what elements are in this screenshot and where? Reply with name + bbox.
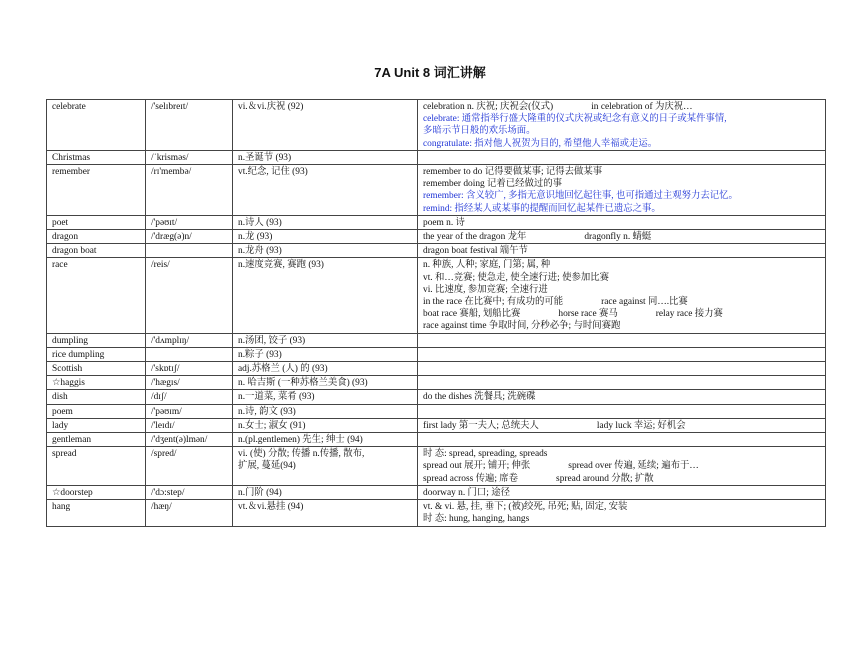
note-text: vt. & vi. 悬, 挂, 垂下; (被)绞死, 吊死; 贴, 固定, 安装 — [423, 502, 628, 513]
meaning-cell — [233, 347, 418, 361]
meaning-cell — [233, 500, 418, 526]
note-line — [423, 448, 820, 460]
notes-cell — [418, 165, 826, 216]
note-line — [423, 231, 820, 243]
phonetic-cell: /hæŋ/ — [146, 500, 233, 526]
phonetic-cell: /'skɒtɪʃ/ — [146, 362, 233, 376]
note-text: remember doing 记着已经做过的事 — [423, 179, 563, 190]
word-cell: dumpling — [47, 333, 146, 347]
meaning-text: n.(pl.gentlemen) 先生; 绅士 (94) — [238, 435, 363, 446]
meaning-text: n.诗人 (93) — [238, 217, 282, 228]
note-text: poem n. 诗 — [423, 217, 465, 228]
phonetic-cell: /'dɔ:step/ — [146, 485, 233, 499]
note-text: vi. 比速度, 参加竞赛; 全速行进 — [423, 284, 548, 295]
meaning-text: n.门阶 (94) — [238, 487, 282, 498]
note-line — [423, 272, 820, 284]
note-text: lady luck 幸运; 好机会 — [596, 420, 686, 431]
table-row — [47, 100, 826, 151]
note-line — [423, 513, 820, 525]
note-text: spread out 展开; 铺开; 伸张 — [423, 461, 531, 472]
note-line — [423, 113, 820, 125]
table-row — [47, 258, 826, 333]
note-text: relay race 接力赛 — [655, 309, 723, 320]
meaning-text: n.女士; 淑女 (91) — [238, 420, 306, 431]
note-text: remember: 含义较广, 多指无意识地回忆起往事, 也可指通过主观努力去记忆。 — [423, 191, 738, 202]
table-row — [47, 485, 826, 499]
word-cell: gentleman — [47, 433, 146, 447]
page-title: 7A Unit 8 词汇讲解 — [374, 65, 486, 80]
notes-cell — [418, 333, 826, 347]
table-row — [47, 404, 826, 418]
word-cell: race — [47, 258, 146, 333]
note-text: congratulate: 指对他人祝贺为目的, 希望他人幸福或走运。 — [423, 138, 658, 149]
word-cell: remember — [47, 165, 146, 216]
table-row — [47, 230, 826, 244]
note-text: do the dishes 洗餐具; 洗碗碟 — [423, 392, 536, 403]
note-line — [423, 296, 820, 308]
phonetic-cell: /'dʌmplɪŋ/ — [146, 333, 233, 347]
meaning-text: n.粽子 (93) — [238, 349, 282, 360]
note-line — [423, 203, 820, 215]
meaning-text-continued: 扩展, 蔓延(94) — [238, 461, 296, 472]
notes-cell — [418, 447, 826, 486]
phonetic-cell: /'pəʊɪm/ — [146, 404, 233, 418]
note-line — [423, 460, 820, 472]
table-row — [47, 215, 826, 229]
meaning-cell — [233, 485, 418, 499]
meaning-cell — [233, 404, 418, 418]
note-text: vt. 和…竞赛; 使急走, 使全速行进; 使参加比赛 — [423, 272, 609, 283]
note-line — [423, 101, 820, 113]
note-text: race against time 争取时间, 分秒必争; 与时间赛跑 — [423, 321, 621, 332]
notes-cell — [418, 347, 826, 361]
meaning-cell — [233, 433, 418, 447]
table-row — [47, 362, 826, 376]
notes-cell — [418, 362, 826, 376]
word-cell: rice dumpling — [47, 347, 146, 361]
notes-cell — [418, 258, 826, 333]
meaning-cell — [233, 150, 418, 164]
note-text: first lady 第一夫人; 总统夫人 — [423, 420, 539, 431]
notes-cell — [418, 215, 826, 229]
note-text: doorway n. 门口; 途径 — [423, 487, 510, 498]
note-text: celebrate: 通常指举行盛大隆重的仪式庆祝或纪念有意义的日子或某件事情, — [423, 114, 727, 125]
meaning-cell — [233, 258, 418, 333]
notes-cell — [418, 404, 826, 418]
table-row — [47, 150, 826, 164]
phonetic-cell: /'pəʊɪt/ — [146, 215, 233, 229]
note-line — [423, 473, 820, 485]
table-row — [47, 165, 826, 216]
phonetic-cell: /'dræg(ə)n/ — [146, 230, 233, 244]
phonetic-cell: /'selɪbreɪt/ — [146, 100, 233, 151]
meaning-text: vt.纪念, 记住 (93) — [238, 167, 308, 178]
notes-cell — [418, 244, 826, 258]
notes-cell — [418, 485, 826, 499]
meaning-cell — [233, 447, 418, 486]
meaning-cell — [233, 418, 418, 432]
table-row — [47, 433, 826, 447]
meaning-text: n.诗, 韵文 (93) — [238, 406, 296, 417]
phonetic-cell: /'hægɪs/ — [146, 376, 233, 390]
note-line — [423, 125, 820, 137]
word-cell: Scottish — [47, 362, 146, 376]
meaning-cell — [233, 244, 418, 258]
word-cell: poem — [47, 404, 146, 418]
table-row — [47, 244, 826, 258]
phonetic-cell: /'dʒent(ə)lmən/ — [146, 433, 233, 447]
note-text: dragon boat festival 端午节 — [423, 246, 528, 257]
note-text: celebration n. 庆祝; 庆祝会(仪式) — [423, 102, 554, 112]
word-cell: dragon boat — [47, 244, 146, 258]
note-text: dragonfly n. 蜻蜓 — [584, 232, 652, 243]
meaning-cell — [233, 390, 418, 404]
note-text: remind: 指经某人或某事的提醒而回忆起某件已遗忘之事。 — [423, 203, 661, 214]
note-text: 时 态: spread, spreading, spreads — [423, 449, 548, 460]
note-text: horse race 赛马 — [558, 309, 618, 320]
word-cell: Christmas — [47, 150, 146, 164]
vocabulary-table-body — [47, 100, 826, 527]
meaning-text: n.龙舟 (93) — [238, 246, 282, 257]
note-line — [423, 217, 820, 229]
meaning-text: vi.＆vi.庆祝 (92) — [238, 102, 304, 112]
note-line — [423, 138, 820, 150]
note-text: 时 态: hung, hanging, hangs — [423, 514, 530, 525]
meaning-text: n.速度竞赛, 赛跑 (93) — [238, 260, 324, 271]
word-cell: ☆haggis — [47, 376, 146, 390]
meaning-cell — [233, 215, 418, 229]
notes-cell — [418, 500, 826, 526]
phonetic-cell: /ˈkrisməs/ — [146, 150, 233, 164]
phonetic-cell: /'leɪdɪ/ — [146, 418, 233, 432]
table-row — [47, 500, 826, 526]
word-cell: spread — [47, 447, 146, 486]
word-cell: dish — [47, 390, 146, 404]
notes-cell — [418, 418, 826, 432]
phonetic-cell — [146, 244, 233, 258]
note-line — [423, 259, 820, 271]
note-line — [423, 284, 820, 296]
meaning-text: n.圣诞节 (93) — [238, 152, 292, 163]
table-row — [47, 376, 826, 390]
note-text: n. 种族, 人种; 家庭, 门第; 属, 种 — [423, 260, 551, 271]
notes-cell — [418, 230, 826, 244]
note-text: 多暗示节日般的欢乐场面。 — [423, 126, 536, 137]
phonetic-cell: /spred/ — [146, 447, 233, 486]
note-text: in celebration of 为庆祝… — [591, 102, 693, 112]
word-cell: lady — [47, 418, 146, 432]
notes-cell — [418, 376, 826, 390]
note-text: race against 同….比赛 — [601, 297, 688, 308]
meaning-cell — [233, 100, 418, 151]
meaning-text: vt.＆vi.悬挂 (94) — [238, 502, 304, 513]
word-cell: hang — [47, 500, 146, 526]
meaning-cell — [233, 333, 418, 347]
word-cell: dragon — [47, 230, 146, 244]
note-line — [423, 320, 820, 332]
note-text: in the race 在比赛中; 有成功的可能 — [423, 297, 564, 308]
notes-cell — [418, 433, 826, 447]
phonetic-cell: /dɪʃ/ — [146, 390, 233, 404]
word-cell: celebrate — [47, 100, 146, 151]
meaning-text: n.汤团, 饺子 (93) — [238, 335, 306, 346]
note-line — [423, 391, 820, 403]
meaning-cell — [233, 165, 418, 216]
meaning-text: n. 哈吉斯 (一种苏格兰美食) (93) — [238, 378, 368, 389]
table-row — [47, 333, 826, 347]
phonetic-cell — [146, 347, 233, 361]
note-text: remember to do 记得要做某事; 记得去做某事 — [423, 167, 603, 178]
note-line — [423, 308, 820, 320]
note-line — [423, 190, 820, 202]
note-text: spread over 传遍, 延续; 遍布于… — [568, 461, 699, 472]
meaning-text: n.一道菜, 菜肴 (93) — [238, 392, 315, 403]
notes-cell — [418, 100, 826, 151]
table-row — [47, 390, 826, 404]
word-cell: ☆doorstep — [47, 485, 146, 499]
notes-cell — [418, 390, 826, 404]
note-line — [423, 420, 820, 432]
note-line — [423, 166, 820, 178]
meaning-text: adj.苏格兰 (人) 的 (93) — [238, 364, 328, 375]
note-line — [423, 501, 820, 513]
table-row — [47, 447, 826, 486]
meaning-text: n.龙 (93) — [238, 232, 273, 243]
meaning-cell — [233, 376, 418, 390]
meaning-cell — [233, 362, 418, 376]
note-text: spread around 分散; 扩散 — [556, 473, 654, 484]
note-text: boat race 赛船, 划船比赛 — [423, 309, 521, 320]
meaning-cell — [233, 230, 418, 244]
notes-cell — [418, 150, 826, 164]
vocabulary-table — [46, 99, 826, 527]
table-row — [47, 347, 826, 361]
phonetic-cell: /rɪ'membə/ — [146, 165, 233, 216]
phonetic-cell: /reis/ — [146, 258, 233, 333]
note-line — [423, 487, 820, 499]
note-text: spread across 传遍; 席卷 — [423, 473, 519, 484]
table-row — [47, 418, 826, 432]
note-text: the year of the dragon 龙年 — [423, 232, 527, 243]
meaning-text: vi. (使) 分散; 传播 n.传播, 散布, — [238, 449, 365, 460]
note-line — [423, 245, 820, 257]
word-cell: poet — [47, 215, 146, 229]
note-line — [423, 178, 820, 190]
